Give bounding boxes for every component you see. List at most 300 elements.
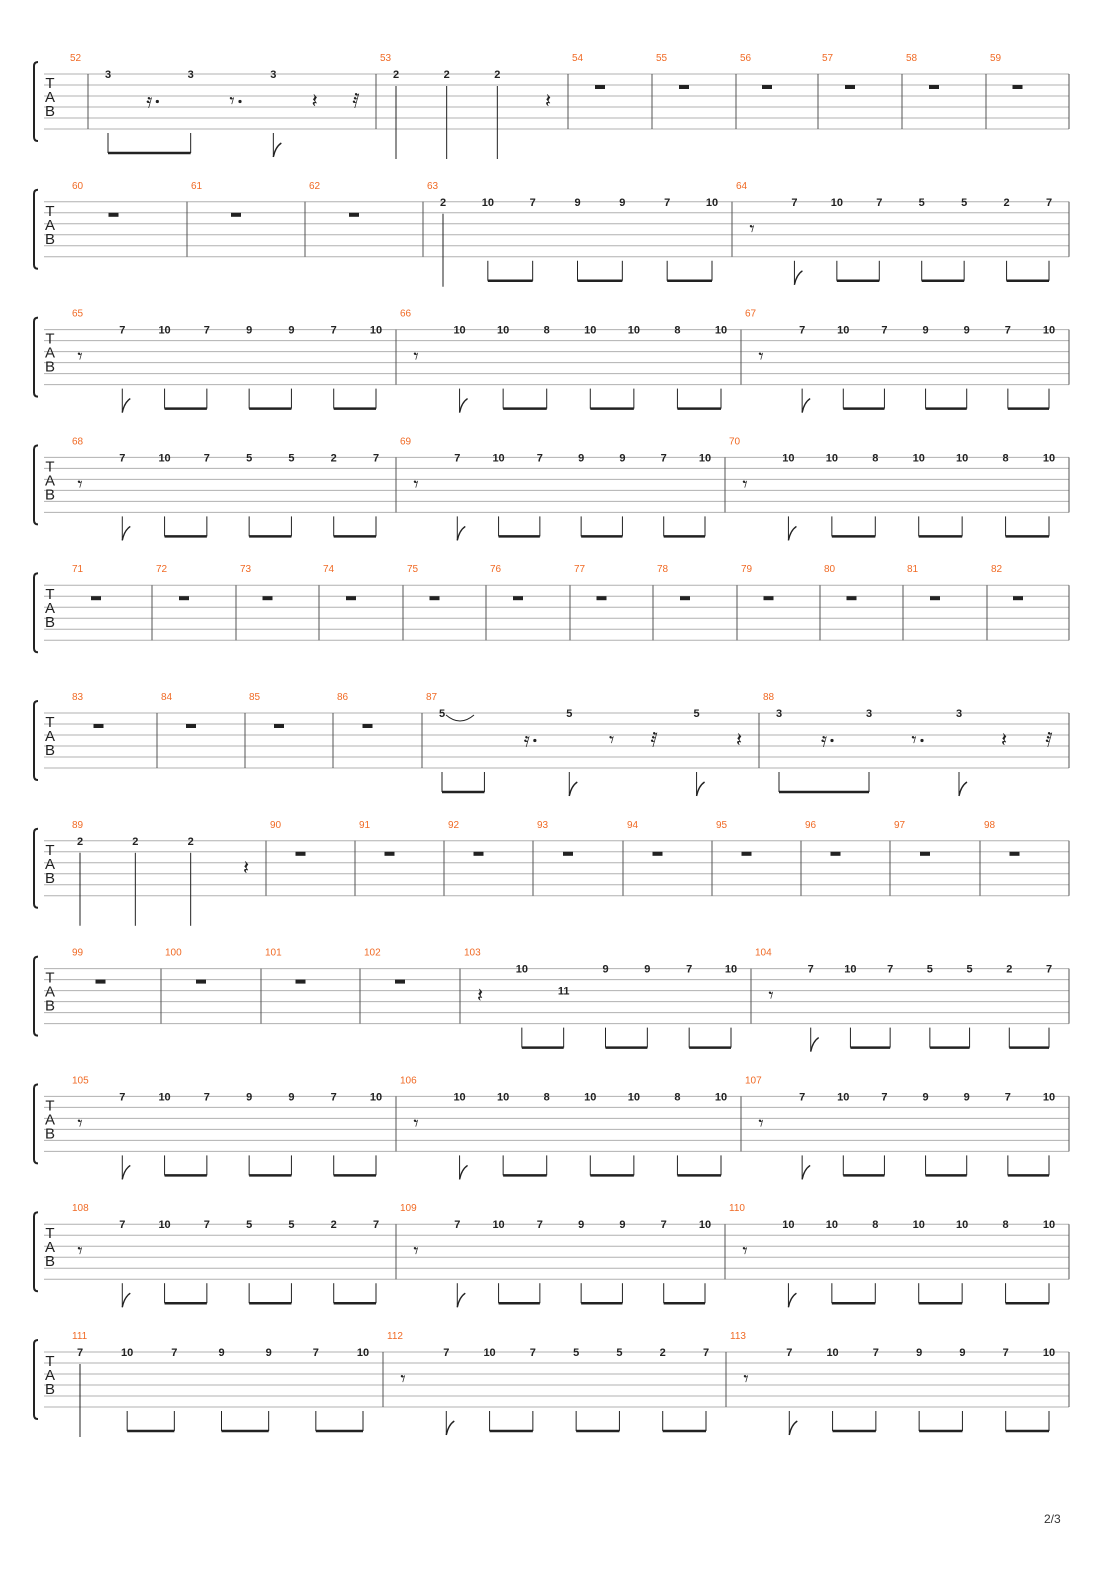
note-flag: [457, 1293, 465, 1307]
sixteenth-rest: 𝄿: [523, 727, 530, 752]
whole-rest: [179, 596, 189, 600]
tab-clef-letter: B: [44, 230, 56, 248]
whole-rest: [263, 596, 273, 600]
fret-number: 7: [372, 1219, 380, 1232]
measure-number: 58: [906, 53, 918, 64]
fret-number: 10: [826, 1347, 839, 1359]
fret-number: 9: [922, 1091, 929, 1104]
fret-number: 5: [246, 1219, 253, 1232]
fret-number: 7: [1045, 196, 1053, 209]
whole-rest: [680, 596, 690, 600]
tab-clef-letter: T: [45, 330, 55, 348]
fret-number: 9: [963, 324, 970, 337]
fret-number: 10: [956, 452, 969, 465]
note-flag: [122, 526, 130, 540]
fret-number: 10: [481, 196, 494, 209]
eighth-rest: 𝄾: [742, 471, 748, 496]
fret-number: 10: [492, 1219, 505, 1232]
fret-number: 9: [916, 1347, 923, 1359]
whole-rest: [385, 852, 395, 856]
eighth-rest: 𝄾: [758, 344, 764, 369]
eighth-rest: 𝄾: [413, 1110, 419, 1135]
fret-number: 10: [956, 1219, 969, 1232]
note-flag: [460, 1165, 468, 1179]
eighth-rest: 𝄾: [413, 344, 419, 369]
eighth-rest: 𝄾: [609, 727, 615, 752]
whole-rest: [653, 852, 663, 856]
whole-rest: [762, 85, 772, 89]
whole-rest: [930, 596, 940, 600]
fret-number: 5: [438, 708, 446, 720]
fret-number: 7: [786, 1347, 793, 1359]
fret-number: 7: [664, 196, 671, 209]
tab-clef-letter: B: [44, 1253, 56, 1271]
measure-number: 77: [574, 564, 586, 576]
fret-number: 7: [119, 1219, 126, 1232]
eighth-rest: 𝄾: [77, 1110, 83, 1135]
system-bracket: [34, 1084, 38, 1163]
fret-number: 9: [963, 1091, 970, 1104]
measure-number: 79: [741, 564, 753, 576]
fret-number: 7: [799, 324, 806, 337]
note-flag: [794, 271, 802, 285]
rest-dot: [533, 739, 536, 742]
fret-number: 10: [782, 1219, 795, 1232]
note-flag: [697, 782, 705, 796]
fret-number: 10: [497, 1091, 510, 1104]
measure-number: 99: [72, 947, 84, 959]
fret-number: 3: [104, 69, 112, 81]
fret-number: 5: [288, 1219, 295, 1232]
fret-number: 5: [926, 963, 933, 976]
tab-clef-letter: T: [45, 458, 55, 476]
fret-number: 9: [246, 1091, 253, 1104]
fret-number: 7: [791, 196, 798, 209]
fret-number: 8: [872, 1219, 879, 1232]
measure-number: 82: [991, 564, 1003, 576]
eighth-rest: 𝄾: [77, 1238, 83, 1263]
tab-clef-letter: A: [44, 983, 56, 1001]
tab-clef-letter: A: [44, 1239, 56, 1257]
fret-number: 10: [1042, 452, 1056, 465]
thirtysecond-rest: 𝅀: [1045, 727, 1053, 752]
fret-number: 10: [356, 1347, 370, 1359]
measure-number: 85: [249, 692, 261, 703]
fret-number: 2: [330, 1219, 337, 1232]
fret-number: 10: [1042, 1091, 1056, 1104]
measure-number: 110: [729, 1203, 745, 1215]
fret-number: 9: [288, 1091, 295, 1104]
measure-number: 109: [400, 1203, 417, 1215]
measure-number: 80: [824, 564, 836, 576]
eighth-rest: 𝄾: [758, 1110, 764, 1135]
measure-number: 65: [72, 308, 84, 320]
fret-number: 5: [693, 708, 700, 720]
eighth-rest: 𝄾: [77, 344, 83, 369]
fret-number: 7: [1004, 1091, 1011, 1104]
eighth-rest: 𝄾: [911, 727, 917, 752]
whole-rest: [231, 213, 241, 217]
measure-number: 96: [805, 819, 817, 831]
whole-rest: [563, 852, 573, 856]
fret-number: 10: [830, 196, 843, 209]
measure-number: 101: [265, 947, 282, 959]
fret-number: 10: [497, 324, 510, 337]
fret-number: 2: [1006, 963, 1013, 976]
whole-rest: [349, 213, 359, 217]
measure-number: 73: [240, 564, 252, 576]
measure-number: 54: [572, 53, 584, 64]
whole-rest: [597, 596, 607, 600]
quarter-rest: 𝄽: [1000, 727, 1008, 752]
fret-number: 7: [372, 452, 380, 465]
fret-number: 8: [872, 452, 879, 465]
measure-number: 112: [387, 1331, 403, 1342]
tab-clef-letter: A: [44, 855, 56, 873]
note-flag: [122, 1165, 130, 1179]
eighth-rest: 𝄾: [229, 88, 235, 113]
note-flag: [959, 782, 967, 796]
system-bracket: [34, 829, 38, 908]
fret-number: 10: [1042, 1219, 1056, 1232]
fret-number: 2: [439, 196, 447, 209]
fret-number: 5: [961, 196, 968, 209]
whole-rest: [764, 596, 774, 600]
rest-dot: [238, 100, 241, 103]
fret-number: 10: [698, 452, 712, 465]
measure-number: 53: [380, 53, 392, 64]
rest-dot: [156, 100, 159, 103]
fret-number: 9: [574, 196, 581, 209]
sixteenth-rest: 𝄿: [820, 727, 828, 752]
fret-number: 5: [566, 708, 573, 720]
fret-number: 9: [644, 963, 651, 976]
note-flag: [460, 399, 468, 413]
fret-number: 7: [881, 1091, 888, 1104]
eighth-rest: 𝄾: [743, 1366, 749, 1391]
note-flag: [122, 1293, 130, 1307]
fret-number: 9: [619, 1219, 626, 1232]
measure-number: 103: [464, 947, 481, 959]
fret-number: 9: [246, 324, 253, 337]
fret-number: 11: [557, 985, 570, 998]
fret-number: 2: [494, 69, 501, 81]
whole-rest: [296, 852, 306, 856]
fret-number: 10: [714, 1091, 728, 1104]
tab-clef-letter: A: [44, 472, 56, 490]
whole-rest: [1013, 85, 1023, 89]
tab-clef-letter: A: [44, 1111, 56, 1129]
fret-number: 7: [536, 1219, 543, 1232]
fret-number: 7: [1004, 324, 1011, 337]
quarter-rest: 𝄽: [476, 983, 484, 1008]
measure-number: 108: [72, 1203, 89, 1215]
fret-number: 7: [536, 452, 543, 465]
eighth-rest: 𝄾: [749, 216, 755, 241]
quarter-rest: 𝄽: [735, 727, 743, 752]
fret-number: 8: [1002, 452, 1009, 465]
whole-rest: [346, 596, 356, 600]
fret-number: 7: [799, 1091, 806, 1104]
system-bracket: [34, 445, 38, 524]
fret-number: 7: [119, 452, 126, 465]
fret-number: 9: [578, 1219, 585, 1232]
measure-number: 94: [627, 819, 639, 831]
tab-clef-letter: A: [44, 600, 56, 618]
fret-number: 7: [887, 963, 894, 976]
whole-rest: [196, 980, 206, 984]
tie-arc: [446, 715, 474, 721]
fret-number: 8: [543, 324, 550, 337]
fret-number: 10: [584, 324, 597, 337]
whole-rest: [363, 724, 373, 728]
measure-number: 111: [72, 1331, 88, 1342]
tab-clef-letter: B: [44, 997, 56, 1015]
fret-number: 7: [660, 452, 667, 465]
fret-number: 7: [171, 1347, 178, 1359]
fret-number: 10: [584, 1091, 597, 1104]
fret-number: 7: [76, 1347, 84, 1359]
fret-number: 7: [312, 1347, 319, 1359]
tab-clef-letter: A: [44, 728, 56, 745]
fret-number: 9: [288, 324, 295, 337]
quarter-rest: 𝄽: [311, 88, 318, 113]
measure-number: 59: [990, 53, 1002, 64]
note-flag: [802, 399, 810, 413]
fret-number: 10: [705, 196, 719, 209]
tab-clef-letter: T: [45, 202, 55, 220]
measure-number: 81: [907, 564, 919, 576]
fret-number: 9: [218, 1347, 225, 1359]
fret-number: 3: [865, 708, 873, 720]
eighth-rest: 𝄾: [400, 1366, 406, 1391]
quarter-rest: 𝄽: [544, 88, 552, 113]
fret-number: 10: [158, 1091, 171, 1104]
fret-number: 7: [1002, 1347, 1009, 1359]
measure-number: 97: [894, 819, 906, 831]
fret-number: 2: [330, 452, 337, 465]
fret-number: 7: [876, 196, 883, 209]
fret-number: 7: [686, 963, 693, 976]
whole-rest: [831, 852, 841, 856]
note-flag: [122, 399, 130, 413]
fret-number: 10: [825, 452, 838, 465]
system-bracket: [34, 318, 38, 397]
fret-number: 10: [515, 963, 528, 976]
note-flag: [273, 143, 281, 157]
fret-number: 7: [872, 1347, 879, 1359]
fret-number: 2: [76, 835, 84, 848]
fret-number: 5: [616, 1347, 623, 1359]
fret-number: 7: [660, 1219, 667, 1232]
whole-rest: [1010, 852, 1020, 856]
fret-number: 7: [203, 324, 210, 337]
whole-rest: [430, 596, 440, 600]
measure-number: 68: [72, 436, 84, 448]
fret-number: 10: [837, 324, 850, 337]
measure-number: 95: [716, 819, 728, 831]
whole-rest: [395, 980, 405, 984]
fret-number: 10: [782, 452, 795, 465]
measure-number: 88: [763, 692, 775, 703]
rest-dot: [920, 739, 923, 742]
measure-number: 74: [323, 564, 335, 576]
measure-number: 92: [448, 819, 460, 831]
fret-number: 10: [1042, 324, 1056, 337]
whole-rest: [679, 85, 689, 89]
tab-clef-letter: A: [44, 89, 56, 106]
tab-clef-letter: A: [44, 216, 56, 234]
system-bracket: [34, 573, 38, 652]
tab-clef-letter: T: [45, 1353, 55, 1370]
tab-clef-letter: B: [44, 869, 56, 887]
measure-number: 107: [745, 1075, 762, 1087]
eighth-rest: 𝄾: [413, 1238, 419, 1263]
fret-number: 3: [187, 69, 194, 81]
fret-number: 7: [119, 324, 126, 337]
measure-number: 102: [364, 947, 381, 959]
fret-number: 10: [724, 963, 738, 976]
whole-rest: [296, 980, 306, 984]
measure-number: 87: [426, 692, 438, 703]
measure-number: 56: [740, 53, 752, 64]
system-bracket: [34, 62, 38, 141]
fret-number: 7: [330, 324, 337, 337]
system-bracket: [34, 701, 38, 780]
measure-number: 90: [270, 819, 282, 831]
system-bracket: [34, 1340, 38, 1419]
tab-clef-letter: T: [45, 969, 55, 987]
fret-number: 9: [578, 452, 585, 465]
measure-number: 72: [156, 564, 168, 576]
fret-number: 10: [158, 452, 171, 465]
fret-number: 10: [1042, 1347, 1056, 1359]
measure-number: 84: [161, 692, 173, 703]
note-flag: [811, 1038, 819, 1052]
fret-number: 10: [483, 1347, 496, 1359]
fret-number: 7: [203, 452, 210, 465]
fret-number: 7: [1045, 963, 1053, 976]
fret-number: 9: [619, 196, 626, 209]
fret-number: 7: [203, 1219, 210, 1232]
measure-number: 64: [736, 180, 748, 192]
whole-rest: [595, 85, 605, 89]
tab-clef-letter: B: [44, 1381, 56, 1398]
tab-clef-letter: B: [44, 614, 56, 632]
tab-clef-letter: B: [44, 358, 56, 376]
measure-number: 75: [407, 564, 419, 576]
measure-number: 60: [72, 180, 84, 192]
fret-number: 10: [453, 324, 466, 337]
tab-clef-letter: T: [45, 75, 55, 92]
thirtysecond-rest: 𝅀: [650, 727, 658, 752]
fret-number: 7: [702, 1347, 710, 1359]
note-flag: [788, 526, 796, 540]
fret-number: 9: [922, 324, 929, 337]
note-flag: [788, 1293, 796, 1307]
measure-number: 93: [537, 819, 549, 831]
note-flag: [802, 1165, 810, 1179]
fret-number: 7: [529, 1347, 536, 1359]
whole-rest: [109, 213, 119, 217]
note-flag: [446, 1421, 454, 1435]
tab-clef-letter: B: [44, 486, 56, 504]
quarter-rest: 𝄽: [242, 855, 250, 880]
eighth-rest: 𝄾: [413, 471, 419, 496]
whole-rest: [742, 852, 752, 856]
tab-clef-letter: T: [45, 1225, 55, 1243]
whole-rest: [513, 596, 523, 600]
system-bracket: [34, 1212, 38, 1291]
fret-number: 8: [543, 1091, 550, 1104]
note-flag: [457, 526, 465, 540]
fret-number: 7: [454, 452, 461, 465]
fret-number: 5: [246, 452, 253, 465]
fret-number: 10: [912, 452, 925, 465]
fret-number: 10: [453, 1091, 466, 1104]
measure-number: 113: [730, 1331, 746, 1342]
fret-number: 7: [454, 1219, 461, 1232]
measure-number: 83: [72, 692, 84, 703]
whole-rest: [91, 596, 101, 600]
tab-clef-letter: B: [44, 103, 56, 120]
fret-number: 10: [158, 1219, 171, 1232]
thirtysecond-rest: 𝅀: [352, 88, 360, 113]
tab-clef-letter: A: [44, 1367, 56, 1384]
measure-number: 52: [70, 53, 82, 64]
measure-number: 62: [309, 180, 321, 192]
measure-number: 106: [400, 1075, 417, 1087]
measure-number: 105: [72, 1075, 89, 1087]
system-bracket: [34, 190, 38, 269]
tab-clef-letter: T: [45, 714, 55, 731]
fret-number: 7: [529, 196, 536, 209]
tab-clef-letter: B: [44, 1125, 56, 1143]
fret-number: 10: [158, 324, 171, 337]
fret-number: 7: [203, 1091, 210, 1104]
fret-number: 8: [674, 1091, 681, 1104]
tab-clef-letter: A: [44, 344, 56, 362]
measure-number: 67: [745, 308, 757, 320]
whole-rest: [845, 85, 855, 89]
fret-number: 2: [1003, 196, 1010, 209]
whole-rest: [474, 852, 484, 856]
measure-number: 70: [729, 436, 741, 448]
measure-number: 71: [72, 564, 84, 576]
eighth-rest: 𝄾: [77, 471, 83, 496]
tab-clef-letter: T: [45, 1097, 55, 1115]
whole-rest: [920, 852, 930, 856]
measure-number: 69: [400, 436, 412, 448]
fret-number: 3: [270, 69, 277, 81]
measure-number: 86: [337, 692, 349, 703]
whole-rest: [274, 724, 284, 728]
fret-number: 10: [912, 1219, 925, 1232]
measure-number: 55: [656, 53, 668, 64]
fret-number: 10: [369, 324, 383, 337]
fret-number: 2: [392, 69, 400, 81]
whole-rest: [847, 596, 857, 600]
system-bracket: [34, 957, 38, 1036]
measure-number: 78: [657, 564, 669, 576]
measure-number: 100: [165, 947, 182, 959]
fret-number: 5: [918, 196, 925, 209]
fret-number: 10: [369, 1091, 383, 1104]
fret-number: 10: [714, 324, 728, 337]
fret-number: 10: [121, 1347, 134, 1359]
eighth-rest: 𝄾: [742, 1238, 748, 1263]
measure-number: 104: [755, 947, 772, 959]
